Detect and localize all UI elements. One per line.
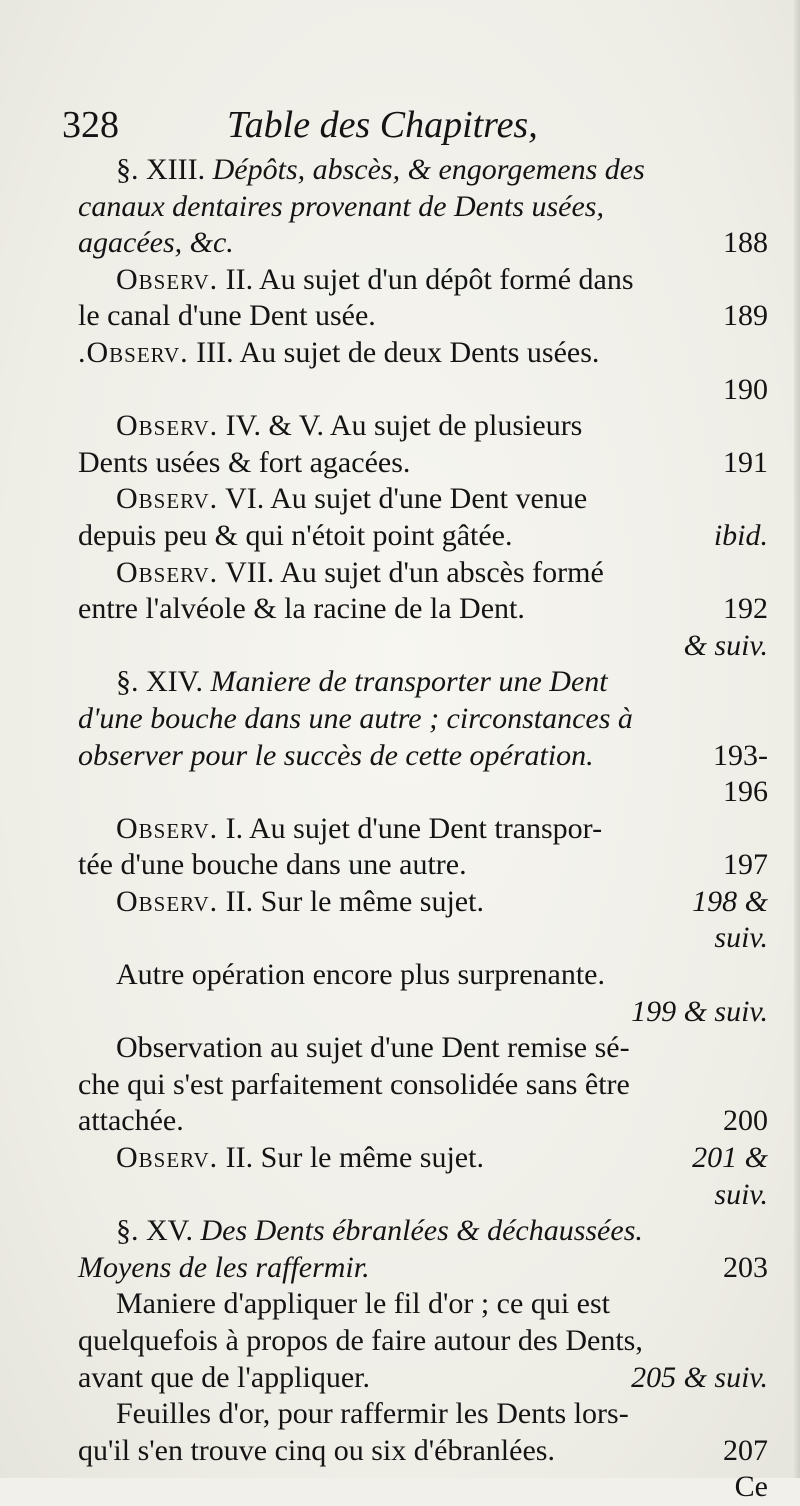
- entry-title: che qui s'est parfaitement consolidée sans être: [78, 1067, 630, 1101]
- page-reference: 203: [723, 1250, 768, 1284]
- observation-label: Observ.: [116, 482, 219, 516]
- entry-title: quelquefois à propos de faire autour des Dents,: [78, 1324, 643, 1357]
- toc-entry-text: [78, 298, 713, 335]
- toc-entry-text: [78, 225, 713, 262]
- toc-line: [78, 1213, 768, 1250]
- entry-title: Maniere d'appliquer le fil d'or ; ce qui est: [116, 1287, 610, 1321]
- toc-line: [78, 445, 768, 482]
- page-reference: suiv.: [714, 921, 768, 955]
- toc-line: [78, 335, 768, 372]
- page-reference: & suiv.: [683, 628, 768, 662]
- toc-entry-text: [78, 1067, 768, 1104]
- observation-label: Observ.: [116, 555, 219, 589]
- toc-line: [78, 591, 768, 628]
- page-reference: 191: [723, 445, 768, 479]
- toc-line: [78, 262, 768, 299]
- toc-entry-text: [116, 408, 768, 445]
- toc-entry-text: [116, 481, 768, 518]
- toc-entry-text: [78, 1250, 713, 1287]
- entry-title: IV. & V. Au sujet de plusieurs: [225, 409, 583, 443]
- toc-line: [78, 774, 768, 811]
- toc-entry-text: [78, 738, 703, 775]
- toc-entry-text: [78, 1360, 621, 1397]
- table-of-contents: [78, 152, 768, 1506]
- entry-title: II. Sur le même sujet.: [225, 884, 484, 918]
- toc-line: [78, 1286, 768, 1323]
- entry-title: III. Au sujet de deux Dents usées.: [196, 335, 600, 369]
- toc-entry-text: [78, 591, 713, 628]
- toc-entry-text: [116, 664, 768, 701]
- toc-line: [78, 847, 768, 884]
- toc-line: [78, 664, 768, 701]
- section-number: §. XV.: [116, 1214, 193, 1248]
- toc-line: [78, 1140, 768, 1177]
- entry-title: I. Au sujet d'une Dent transpor-: [225, 811, 603, 845]
- toc-line: [78, 628, 768, 665]
- page-reference: 190: [723, 372, 768, 406]
- toc-line: [78, 701, 768, 738]
- entry-title: Maniere de transporter une Dent: [210, 665, 608, 699]
- toc-entry-text: [78, 847, 713, 884]
- observation-label: .Observ.: [78, 335, 189, 369]
- running-header: [62, 102, 762, 148]
- toc-line: [78, 1250, 768, 1287]
- toc-entry-text: [116, 1396, 768, 1433]
- toc-entry-text: [78, 1323, 768, 1360]
- entry-title: VI. Au sujet d'une Dent venue: [225, 482, 588, 516]
- entry-title: agacées, &c.: [78, 226, 234, 260]
- running-title: Table des Chapitres,: [227, 104, 538, 146]
- toc-line: [78, 1396, 768, 1433]
- toc-entry-text: [78, 335, 768, 372]
- toc-entry-text: [78, 445, 713, 482]
- page-reference: Ce: [734, 1470, 768, 1504]
- toc-line: [78, 811, 768, 848]
- toc-line: [78, 518, 768, 555]
- toc-line: [78, 920, 768, 957]
- entry-title: le canal d'une Dent usée.: [78, 299, 376, 333]
- toc-line: [78, 1103, 768, 1140]
- toc-entry-text: [116, 152, 768, 189]
- entry-title: entre l'alvéole & la racine de la Dent.: [78, 592, 525, 626]
- observation-label: Observ.: [116, 409, 219, 443]
- entry-title: Autre opération encore plus surprenante.: [116, 958, 605, 992]
- observation-label: Observ.: [116, 262, 219, 296]
- toc-line: [78, 1360, 768, 1397]
- page-edge: [794, 0, 800, 1478]
- toc-line: [78, 189, 768, 226]
- toc-line: [78, 408, 768, 445]
- entry-title: tée d'une bouche dans une autre.: [78, 848, 467, 882]
- entry-title: II. Au sujet d'un dépôt formé dans: [225, 262, 634, 296]
- toc-entry-text: [78, 701, 768, 738]
- page-number: 328: [62, 104, 119, 146]
- toc-line: [78, 957, 768, 994]
- page-reference: 201 &: [692, 1141, 768, 1175]
- toc-entry-text: [116, 1140, 682, 1177]
- observation-label: Observ.: [116, 884, 219, 918]
- entry-title: II. Sur le même sujet.: [225, 1141, 484, 1175]
- toc-entry-text: [78, 1433, 713, 1470]
- observation-label: Observ.: [116, 1141, 219, 1175]
- entry-title: depuis peu & qui n'étoit point gâtée.: [78, 518, 513, 552]
- page-reference: 188: [723, 226, 768, 260]
- entry-title: Moyens de les raffermir.: [78, 1250, 370, 1284]
- toc-line: [78, 738, 768, 775]
- toc-line: [78, 1469, 768, 1506]
- page-reference: 193-: [713, 738, 768, 772]
- toc-line: [78, 152, 768, 189]
- entry-title: Dents usées & fort agacées.: [78, 445, 411, 479]
- entry-title: VII. Au sujet d'un abscès formé: [225, 555, 604, 589]
- page-reference: 189: [723, 299, 768, 333]
- toc-line: [78, 481, 768, 518]
- toc-line: [78, 1067, 768, 1104]
- toc-entry-text: [116, 1213, 768, 1250]
- page-reference: ibid.: [713, 518, 768, 552]
- toc-entry-text: [116, 1030, 768, 1067]
- entry-title: canaux dentaires provenant de Dents usées,: [78, 189, 604, 223]
- page-reference: 192: [723, 592, 768, 626]
- page-reference: 198 &: [692, 884, 768, 918]
- page-reference: 199 & suiv.: [631, 994, 768, 1028]
- toc-entry-text: [116, 555, 768, 592]
- toc-entry-text: [78, 518, 704, 555]
- entry-title: Observation au sujet d'une Dent remise sé-: [116, 1031, 630, 1065]
- entry-title: Feuilles d'or, pour raffermir les Dents lors-: [116, 1397, 629, 1431]
- toc-line: [78, 1433, 768, 1470]
- toc-line: [78, 994, 768, 1031]
- entry-title: observer pour le succès de cette opération.: [78, 738, 594, 772]
- page-reference: 197: [723, 848, 768, 882]
- toc-line: [78, 884, 768, 921]
- toc-entry-text: [78, 1103, 713, 1140]
- toc-line: [78, 1177, 768, 1214]
- page-reference: 207: [723, 1433, 768, 1467]
- entry-title: qu'il s'en trouve cinq ou six d'ébranlées.: [78, 1433, 555, 1467]
- toc-entry-text: [116, 811, 768, 848]
- section-number: §. XIV.: [116, 665, 203, 699]
- entry-title: avant que de l'appliquer.: [78, 1360, 370, 1394]
- entry-title: d'une bouche dans une autre ; circonstances à: [78, 701, 633, 735]
- toc-entry-text: [116, 262, 768, 299]
- page-reference: suiv.: [714, 1177, 768, 1211]
- entry-title: Dépôts, abscès, & engorgemens des: [212, 153, 645, 186]
- toc-line: [78, 555, 768, 592]
- entry-title: attachée.: [78, 1104, 184, 1138]
- page-reference: 205 & suiv.: [631, 1360, 768, 1394]
- toc-entry-text: [116, 884, 682, 921]
- page-reference: 196: [723, 775, 768, 809]
- toc-line: [78, 372, 768, 409]
- toc-line: [78, 1323, 768, 1360]
- page-reference: 200: [723, 1104, 768, 1138]
- toc-line: [78, 298, 768, 335]
- section-number: §. XIII.: [116, 153, 206, 186]
- entry-title: Des Dents ébranlées & déchaussées.: [200, 1214, 643, 1248]
- observation-label: Observ.: [116, 811, 219, 845]
- toc-line: [78, 1030, 768, 1067]
- toc-entry-text: [116, 957, 768, 994]
- toc-entry-text: [116, 1286, 768, 1323]
- toc-line: [78, 225, 768, 262]
- toc-entry-text: [78, 189, 768, 226]
